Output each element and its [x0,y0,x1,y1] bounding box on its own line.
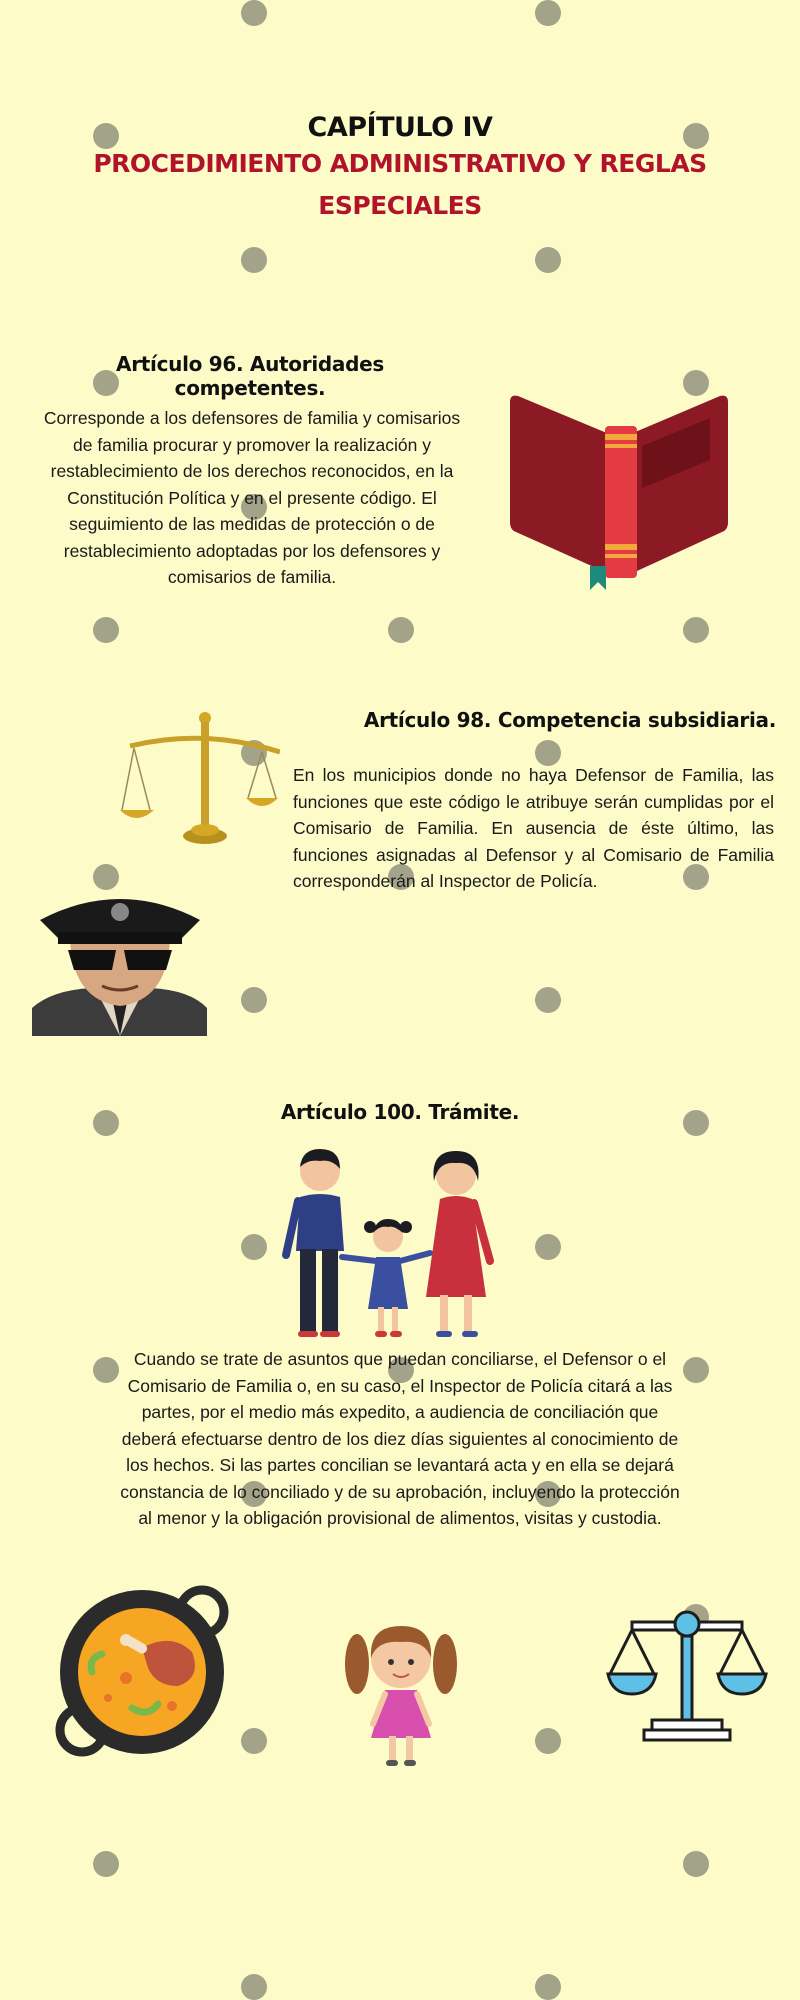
dot [535,0,561,26]
dot [241,1974,267,2000]
article-98-heading: Artículo 98. Competencia subsidiaria. [363,708,776,732]
dot [683,1851,709,1877]
family-icon [280,1145,500,1337]
article-100-body: Cuando se trate de asuntos que puedan conciliarse, el Defensor o el Comisario de Familia o, en su caso, el Inspector de Policía citará a las partes, por el medio más expedito, a audiencia de conciliación que deberá efectuarse dentro de los diez días siguientes al conocimiento de los hechos. Si las partes concilian se levantará acta y en ella se dejará constancia de lo conciliado y de su aprobación, incluyendo la protección al menor y la obligación provisional de alimentos, visitas y custodia. [120,1349,680,1528]
dot [535,247,561,273]
chapter-title: CAPÍTULO IV [307,112,493,143]
police-officer-icon [32,890,207,1036]
dot [241,987,267,1013]
justice-scale-icon [604,1608,770,1744]
balance-scale-icon [120,710,280,850]
dot [535,1728,561,1754]
dot [93,1110,119,1136]
chapter-title-block [0,112,800,227]
dot [241,247,267,273]
dot [241,0,267,26]
dot [683,617,709,643]
dot [535,987,561,1013]
article-96-body: Corresponde a los defensores de familia y comisarios de familia procurar y promover la realización y restablecimiento de los derechos reconocidos, en la Constitución Política y en el presente código. El seguimiento de las medidas de protección o de restablecimiento adoptadas por los defensores y comisarios de familia. [43,408,461,587]
book-icon [510,380,730,590]
dot [93,617,119,643]
article-100-heading: Artículo 100. Trámite. [280,1100,520,1124]
dot [683,1110,709,1136]
article-98-body: En los municipios donde no haya Defensor de Familia, las funciones que este código le atribuye serán cumplidas por el Comisario de Familia. En ausencia de éste último, las funciones asignadas al Defensor y al Comisario de Familia corresponderán al Inspector de Policía. [293,765,774,891]
article-96-heading: Artículo 96. Autoridades competentes. [116,352,384,400]
girl-icon [345,1618,457,1768]
dot [93,864,119,890]
dot [388,617,414,643]
dot [535,1234,561,1260]
dot [93,1851,119,1877]
dot [241,1234,267,1260]
food-pot-icon [52,1582,230,1760]
chapter-subtitle: PROCEDIMIENTO ADMINISTRATIVO Y REGLAS ESPECIALES [93,149,707,220]
dot [241,1728,267,1754]
dot [683,1357,709,1383]
dot [535,1974,561,2000]
